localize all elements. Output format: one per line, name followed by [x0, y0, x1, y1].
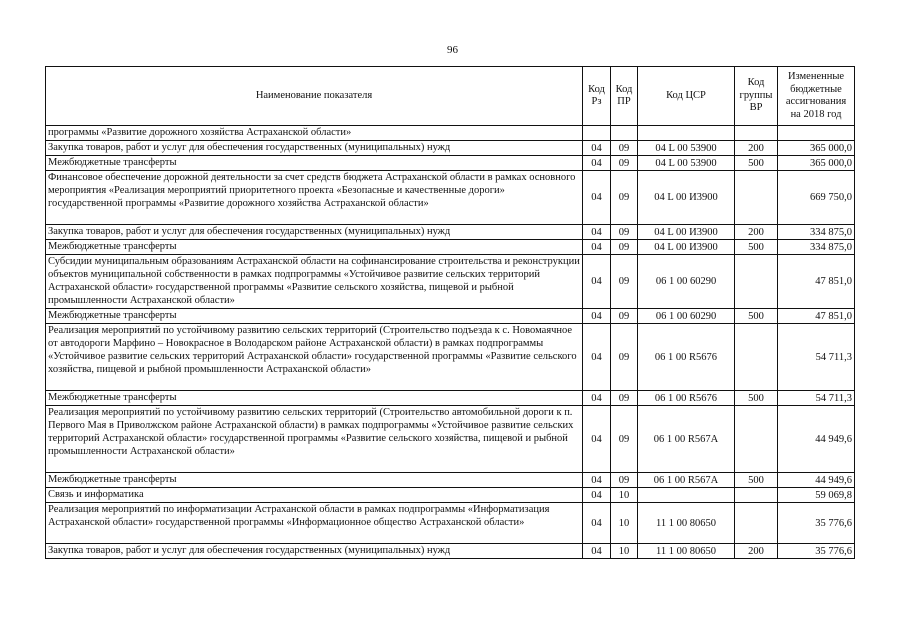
table-row — [46, 544, 855, 559]
row-amount: 59 069,8 — [778, 488, 855, 503]
table-row — [46, 156, 855, 171]
row-rz-code: 04 — [583, 141, 611, 156]
row-pr-code: 09 — [611, 473, 638, 488]
page-number: 96 — [447, 44, 458, 56]
row-pr-code: 09 — [611, 171, 638, 225]
table-body — [46, 126, 855, 559]
row-rz-code: 04 — [583, 324, 611, 391]
row-pr-code — [611, 126, 638, 141]
header-vr: Код группы ВР — [735, 67, 778, 126]
header-rz: Код Рз — [583, 67, 611, 126]
row-name: Закупка товаров, работ и услуг для обеспечения государственных (муниципальных) нужд — [46, 544, 583, 559]
row-rz-code: 04 — [583, 406, 611, 473]
row-csr-code: 06 1 00 60290 — [638, 309, 735, 324]
row-name: Закупка товаров, работ и услуг для обеспечения государственных (муниципальных) нужд — [46, 141, 583, 156]
row-name: Реализация мероприятий по устойчивому развитию сельских территорий (Строительство подъезда к с. Новомаячное от автодороги Марфино – Новокрасное в Володарском районе Астраханской области) в рамках подпрограммы «Устойчивое развитие сельских территорий Астраханской области» государственной программы «Развитие сельского хозяйства, пищевой и рыбной промышленности Астраханской области» — [46, 324, 583, 391]
header-name: Наименование показателя — [46, 67, 583, 126]
row-vr-code: 200 — [735, 225, 778, 240]
row-pr-code: 09 — [611, 156, 638, 171]
row-rz-code: 04 — [583, 156, 611, 171]
row-rz-code: 04 — [583, 240, 611, 255]
row-rz-code: 04 — [583, 503, 611, 544]
row-vr-code: 500 — [735, 473, 778, 488]
row-pr-code: 09 — [611, 309, 638, 324]
table-row — [46, 324, 855, 391]
row-amount: 47 851,0 — [778, 309, 855, 324]
row-vr-code: 500 — [735, 309, 778, 324]
row-vr-code — [735, 126, 778, 141]
table-row — [46, 141, 855, 156]
row-csr-code: 06 1 00 R5676 — [638, 324, 735, 391]
row-rz-code: 04 — [583, 488, 611, 503]
row-vr-code: 500 — [735, 156, 778, 171]
row-csr-code: 06 1 00 R567A — [638, 406, 735, 473]
row-name: Субсидии муниципальным образованиям Астраханской области на софинансирование строительства и реконструкции объектов муниципальной собственности в рамках подпрограммы «Устойчивое развитие сельских территорий Астраханской области» государственной программы «Развитие сельского хозяйства, пищевой и рыбной промышленности Астраханской области» — [46, 255, 583, 309]
row-vr-code: 500 — [735, 391, 778, 406]
header-amount: Измененные бюджетные ассигнования на 2018 год — [778, 67, 855, 126]
row-vr-code — [735, 324, 778, 391]
row-amount: 54 711,3 — [778, 324, 855, 391]
table-row — [46, 488, 855, 503]
row-name: программы «Развитие дорожного хозяйства Астраханской области» — [46, 126, 583, 141]
row-amount: 365 000,0 — [778, 156, 855, 171]
row-csr-code: 11 1 00 80650 — [638, 503, 735, 544]
row-vr-code — [735, 488, 778, 503]
header-pr: Код ПР — [611, 67, 638, 126]
row-name: Межбюджетные трансферты — [46, 240, 583, 255]
row-pr-code: 09 — [611, 391, 638, 406]
table-row — [46, 391, 855, 406]
row-vr-code — [735, 171, 778, 225]
row-vr-code: 200 — [735, 544, 778, 559]
table-row — [46, 406, 855, 473]
table-row — [46, 503, 855, 544]
row-name: Межбюджетные трансферты — [46, 156, 583, 171]
row-amount: 44 949,6 — [778, 473, 855, 488]
row-csr-code: 06 1 00 R567A — [638, 473, 735, 488]
table-row — [46, 225, 855, 240]
row-amount: 44 949,6 — [778, 406, 855, 473]
row-csr-code: 06 1 00 60290 — [638, 255, 735, 309]
row-csr-code — [638, 126, 735, 141]
row-rz-code: 04 — [583, 544, 611, 559]
row-pr-code: 09 — [611, 141, 638, 156]
row-name: Реализация мероприятий по информатизации Астраханской области в рамках подпрограммы «Информатизация Астраханской области» государственной программы «Информационное общество Астраханской области» — [46, 503, 583, 544]
row-rz-code: 04 — [583, 391, 611, 406]
row-pr-code: 09 — [611, 255, 638, 309]
row-rz-code: 04 — [583, 171, 611, 225]
table-row — [46, 171, 855, 225]
row-vr-code — [735, 503, 778, 544]
row-amount: 54 711,3 — [778, 391, 855, 406]
row-csr-code: 04 L 00 53900 — [638, 141, 735, 156]
row-rz-code: 04 — [583, 225, 611, 240]
row-vr-code: 500 — [735, 240, 778, 255]
row-rz-code: 04 — [583, 309, 611, 324]
row-rz-code: 04 — [583, 473, 611, 488]
row-pr-code: 10 — [611, 503, 638, 544]
table-row — [46, 473, 855, 488]
row-amount: 334 875,0 — [778, 225, 855, 240]
row-amount: 47 851,0 — [778, 255, 855, 309]
row-pr-code: 10 — [611, 488, 638, 503]
row-pr-code: 09 — [611, 324, 638, 391]
row-vr-code: 200 — [735, 141, 778, 156]
table-row — [46, 255, 855, 309]
header-csr: Код ЦСР — [638, 67, 735, 126]
row-name: Межбюджетные трансферты — [46, 473, 583, 488]
row-name: Связь и информатика — [46, 488, 583, 503]
table-header-row — [46, 67, 855, 126]
row-pr-code: 09 — [611, 406, 638, 473]
row-csr-code — [638, 488, 735, 503]
row-vr-code — [735, 255, 778, 309]
row-name: Межбюджетные трансферты — [46, 391, 583, 406]
row-amount: 334 875,0 — [778, 240, 855, 255]
row-amount — [778, 126, 855, 141]
row-csr-code: 06 1 00 R5676 — [638, 391, 735, 406]
row-name: Реализация мероприятий по устойчивому развитию сельских территорий (Строительство автомобильной дороги к п. Первого Мая в Приволжском районе Астраханской области) в рамках подпрограммы «Устойчивое развитие сельских территорий Астраханской области» государственной программы «Развитие сельского хозяйства, пищевой и рыбной промышленности Астраханской области» — [46, 406, 583, 473]
row-vr-code — [735, 406, 778, 473]
row-pr-code: 10 — [611, 544, 638, 559]
row-csr-code: 04 L 00 И3900 — [638, 240, 735, 255]
row-amount: 365 000,0 — [778, 141, 855, 156]
row-rz-code: 04 — [583, 255, 611, 309]
row-rz-code — [583, 126, 611, 141]
row-name: Закупка товаров, работ и услуг для обеспечения государственных (муниципальных) нужд — [46, 225, 583, 240]
budget-table — [45, 66, 855, 559]
table-row — [46, 309, 855, 324]
row-name: Межбюджетные трансферты — [46, 309, 583, 324]
table-row — [46, 240, 855, 255]
row-amount: 669 750,0 — [778, 171, 855, 225]
row-pr-code: 09 — [611, 240, 638, 255]
table-row — [46, 126, 855, 141]
row-name: Финансовое обеспечение дорожной деятельности за счет средств бюджета Астраханской области в рамках основного мероприятия «Реализация мероприятий приоритетного проекта «Безопасные и качественные дороги» государственной программы «Развитие дорожного хозяйства Астраханской области» — [46, 171, 583, 225]
row-pr-code: 09 — [611, 225, 638, 240]
row-csr-code: 04 L 00 И3900 — [638, 171, 735, 225]
row-csr-code: 04 L 00 53900 — [638, 156, 735, 171]
row-amount: 35 776,6 — [778, 503, 855, 544]
row-csr-code: 11 1 00 80650 — [638, 544, 735, 559]
row-csr-code: 04 L 00 И3900 — [638, 225, 735, 240]
row-amount: 35 776,6 — [778, 544, 855, 559]
